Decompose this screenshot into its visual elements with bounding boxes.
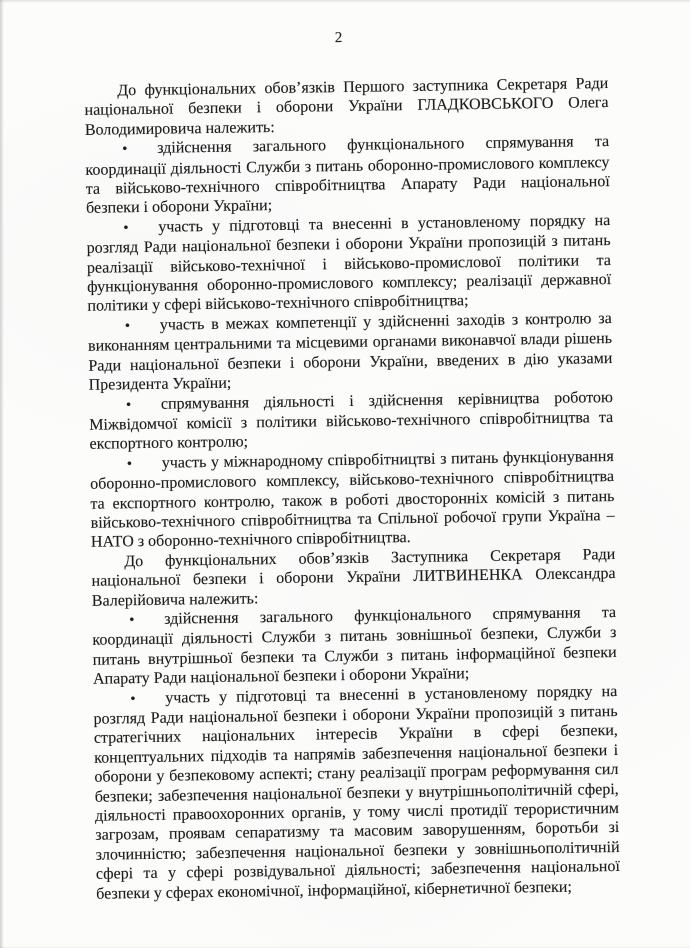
scan-edge-artifact-top: [0, 0, 690, 3]
duty-item: [89, 388, 614, 455]
section-intro-first-deputy-secretary: До функціональних обов’язків Першого заступника Секретаря Ради національної безпеки і оборони України ГЛАДКОВСЬКОГО Олега Володимировича належить:: [84, 75, 609, 139]
bullet-icon: •: [129, 612, 135, 629]
duty-text: здійснення загального функціонального спрямування та координації діяльності Служби з питань оборонно-промислового комплексу та військово-технічного співробітництва Апарату Ради національної безпеки і оборони України;: [85, 133, 610, 218]
duty-item: [90, 447, 615, 553]
duty-item: [86, 211, 611, 317]
duty-text: участь у підготовці та внесенні в установленому порядку на розгляд Ради національної безпеки і оборони України пропозицій з питань реалізації військово-технічної і військово-промислової політики та функціонування оборонно-промислового комплексу; реалізації державної політики у сфері військово-технічного співробітництва;: [86, 211, 612, 316]
duty-text: участь у міжнародному співробітництві з питань функціонування оборонно-промислового комплексу, військово-технічного співробітництва та експортного контролю, також в роботі двосторонніх комісій з питань військово-технічного співробітництва та Спільної робочої групи Україна – НАТО з оборонно-технічного співробітництва.: [90, 447, 615, 552]
page-number: 2: [334, 29, 343, 47]
bullet-icon: •: [125, 396, 132, 413]
bullet-icon: •: [130, 690, 136, 707]
bullet-icon: •: [123, 220, 129, 237]
duty-text: спрямування діяльності і здійснення керівництва роботою Міжвідомчої комісії з політики військово-технічного співробітництва та експортного контролю;: [89, 388, 614, 454]
duty-item: [88, 309, 613, 395]
duty-item: [85, 132, 610, 218]
document-text: [84, 74, 620, 904]
duty-text: участь у підготовці та внесенні в установленому порядку на розгляд Ради національної безпеки і оборони України пропозицій з питань стратегічних національних інтересів України в сфері безпеки, концептуальних підходів та напрямів забезпечення національної безпеки і оборони у безпековому аспекті; стану реалізації програм реформування сил безпеки; забезпечення національної безпеки у внутрішньополітичній сфері, діяльності правоохоронних органів, у тому числі протидії терористичним загрозам, проявам сепаратизму та масовим заворушенням, боротьби зі злочинністю; забезпечення національної безпеки у зовнішньополітичній сфері та у сфері розвідувальної діяльності; забезпечення національної безпеки у сферах економічної, інформаційної, кібернетичної безпеки;: [93, 682, 620, 903]
bullet-icon: •: [126, 455, 133, 472]
scan-edge-artifact-left: [0, 0, 4, 948]
bullet-icon: •: [122, 141, 128, 158]
duty-item: [92, 603, 617, 689]
bullet-icon: •: [124, 318, 131, 335]
duty-item: [93, 682, 620, 904]
duty-text: участь в межах компетенції у здійсненні заходів з контролю за виконанням центральними та місцевими органами виконавчої влади рішень Ради національної безпеки і оборони України, введених в дію указами Президента України;: [87, 309, 613, 394]
duty-text: здійснення загального функціонального спрямування та координації діяльності Служби з питань зовнішньої безпеки, Служби з питань внутрішньої безпеки та Служби з питань інформаційної безпеки Апарату Ради національної безпеки і оборони України;: [92, 603, 617, 688]
section-intro-deputy-secretary: До функціональних обов’язків Заступника Секретаря Ради національної безпеки і оборони України ЛИТВИНЕНКА Олександра Валерійовича належить:: [91, 545, 616, 610]
